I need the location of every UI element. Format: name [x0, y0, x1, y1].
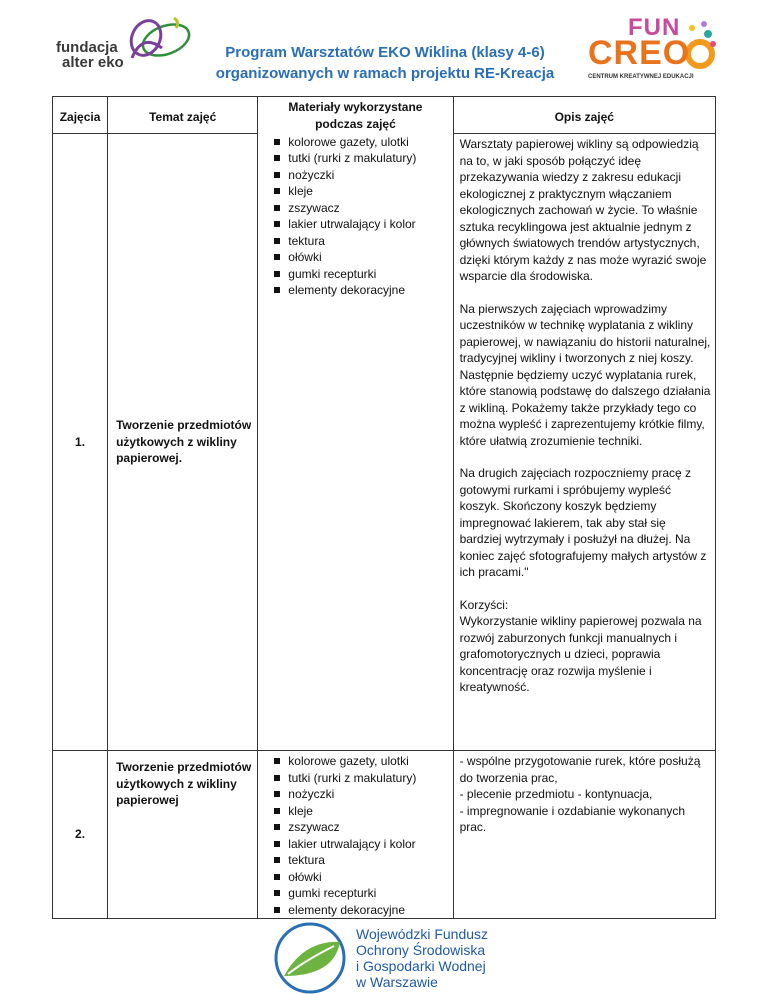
description-paragraph: Wykorzystanie wikliny papierowej pozwala na rozwój zaburzonych funkcji manualnych i grafomotorycznych u dzieci, poprawia koncentrację oraz rozwija myślenie i kreatywność. — [459, 614, 702, 694]
funcreo-creo: CREO — [588, 34, 691, 72]
funcreo-logo — [580, 14, 720, 86]
list-item: elementy dekoracyjne — [274, 902, 452, 919]
row-materials — [258, 751, 453, 919]
list-item: elementy dekoracyjne — [274, 282, 452, 299]
page-title — [190, 42, 580, 84]
description-line: - wspólne przygotowanie rurek, które posłużą do tworzenia prac, — [459, 754, 701, 785]
materials-list — [258, 753, 452, 918]
header-materialy: Materiały wykorzystane podczas zajęć — [258, 97, 453, 134]
list-item: kolorowe gazety, ulotki — [274, 753, 452, 770]
title-line-1: Program Warsztatów EKO Wiklina (klasy 4-6) — [225, 44, 545, 61]
row-number: 2. — [53, 751, 108, 919]
list-item: ołówki — [274, 249, 452, 266]
list-item: lakier utrwalający i kolor — [274, 836, 452, 853]
table-row — [53, 751, 716, 919]
footer-line-4: w Warszawie — [356, 974, 438, 990]
table-row — [53, 134, 716, 751]
benefits-label: Korzyści: — [459, 597, 509, 612]
description-paragraph: Warsztaty papierowej wikliny są odpowiedzią na to, w jaki sposób połączyć ideę przekazywania wiedzy z zakresu edukacji ekologicznej z praktycznym włączaniem ekologicznych zachowań w życie. To właśnie sztuka recyklingowa jest aktualnie jednym z głównych światowych trendów artystycznych, dzięki którym każdy z nas może wyrazić swoje wsparcie dla środowiska. — [459, 137, 707, 283]
row-description — [453, 751, 715, 919]
list-item: tektura — [274, 852, 452, 869]
header-opis: Opis zajęć — [453, 97, 715, 134]
table-header-row — [53, 97, 716, 134]
list-item: kolorowe gazety, ulotki — [274, 134, 452, 151]
wfosigw-leaf-icon — [272, 920, 352, 994]
row-topic: Tworzenie przedmiotów użytkowych z wikliny papierowej. — [108, 134, 258, 751]
list-item: tutki (rurki z makulatury) — [274, 770, 452, 787]
list-item: kleje — [274, 803, 452, 820]
list-item: nożyczki — [274, 167, 452, 184]
list-item: tektura — [274, 233, 452, 250]
description-line: - impregnowanie i ozdabianie wykonanych prac. — [459, 803, 686, 834]
wfosigw-logo — [272, 920, 512, 994]
list-item: lakier utrwalający i kolor — [274, 216, 452, 233]
description-paragraph: Na pierwszych zajęciach wprowadzimy uczestników w technikę wyplatania z wikliny papierowej, w nawiązaniu do historii naturalnej, tradycyjnej wikliny i tworzonych z niej koszy. Następnie będziemy uczyć wyplatania rurek, które stanowią podstawę do dalszego działania z wikliną. Pokażemy także przykłady tego co można wypleść i zaprezentujemy krótkie filmy, które ułatwią zrozumienie techniki. — [459, 301, 711, 448]
header-temat: Temat zajęć — [108, 97, 258, 134]
description-line: - plecenie przedmiotu - kontynuacja, — [459, 787, 653, 801]
list-item: zszywacz — [274, 200, 452, 217]
list-item: ołówki — [274, 869, 452, 886]
row-topic: Tworzenie przedmiotów użytkowych z wikliny papierowej — [108, 751, 258, 919]
logo-text-line1: fundacja — [56, 39, 118, 56]
header-zajecia: Zajęcia — [53, 97, 108, 134]
row-number: 1. — [53, 134, 108, 751]
logo-text-line2: alter eko — [62, 54, 124, 71]
footer-line-1: Wojewódzki Fundusz — [356, 926, 489, 942]
list-item: gumki recepturki — [274, 266, 452, 283]
list-item: zszywacz — [274, 819, 452, 836]
schedule-table — [52, 96, 716, 919]
funcreo-fun: FUN — [628, 14, 681, 41]
footer-line-3: i Gospodarki Wodnej — [356, 958, 486, 974]
title-line-2: organizowanych w ramach projektu RE-Kreacja — [215, 65, 555, 82]
row-materials — [258, 134, 453, 751]
list-item: gumki recepturki — [274, 885, 452, 902]
list-item: tutki (rurki z makulatury) — [274, 150, 452, 167]
list-item: kleje — [274, 183, 452, 200]
materials-list — [258, 134, 452, 299]
row-description — [453, 134, 715, 751]
list-item: nożyczki — [274, 786, 452, 803]
description-paragraph: Na drugich zajęciach rozpoczniemy pracę z gotowymi rurkami i spróbujemy wypleść koszyk. Skończony koszyk będziemy impregnować lakierem, tak aby stał się bardziej wytrzymały i posłużył na dłużej. Na koniec zajęć sfotografujemy małych artystów z ich pracami." — [459, 466, 707, 579]
funcreo-subtitle: CENTRUM KREATYWNEJ EDUKACJI — [588, 74, 694, 80]
footer-line-2: Ochrony Środowiska — [356, 942, 486, 958]
fundacja-alter-eko-logo — [54, 10, 194, 85]
